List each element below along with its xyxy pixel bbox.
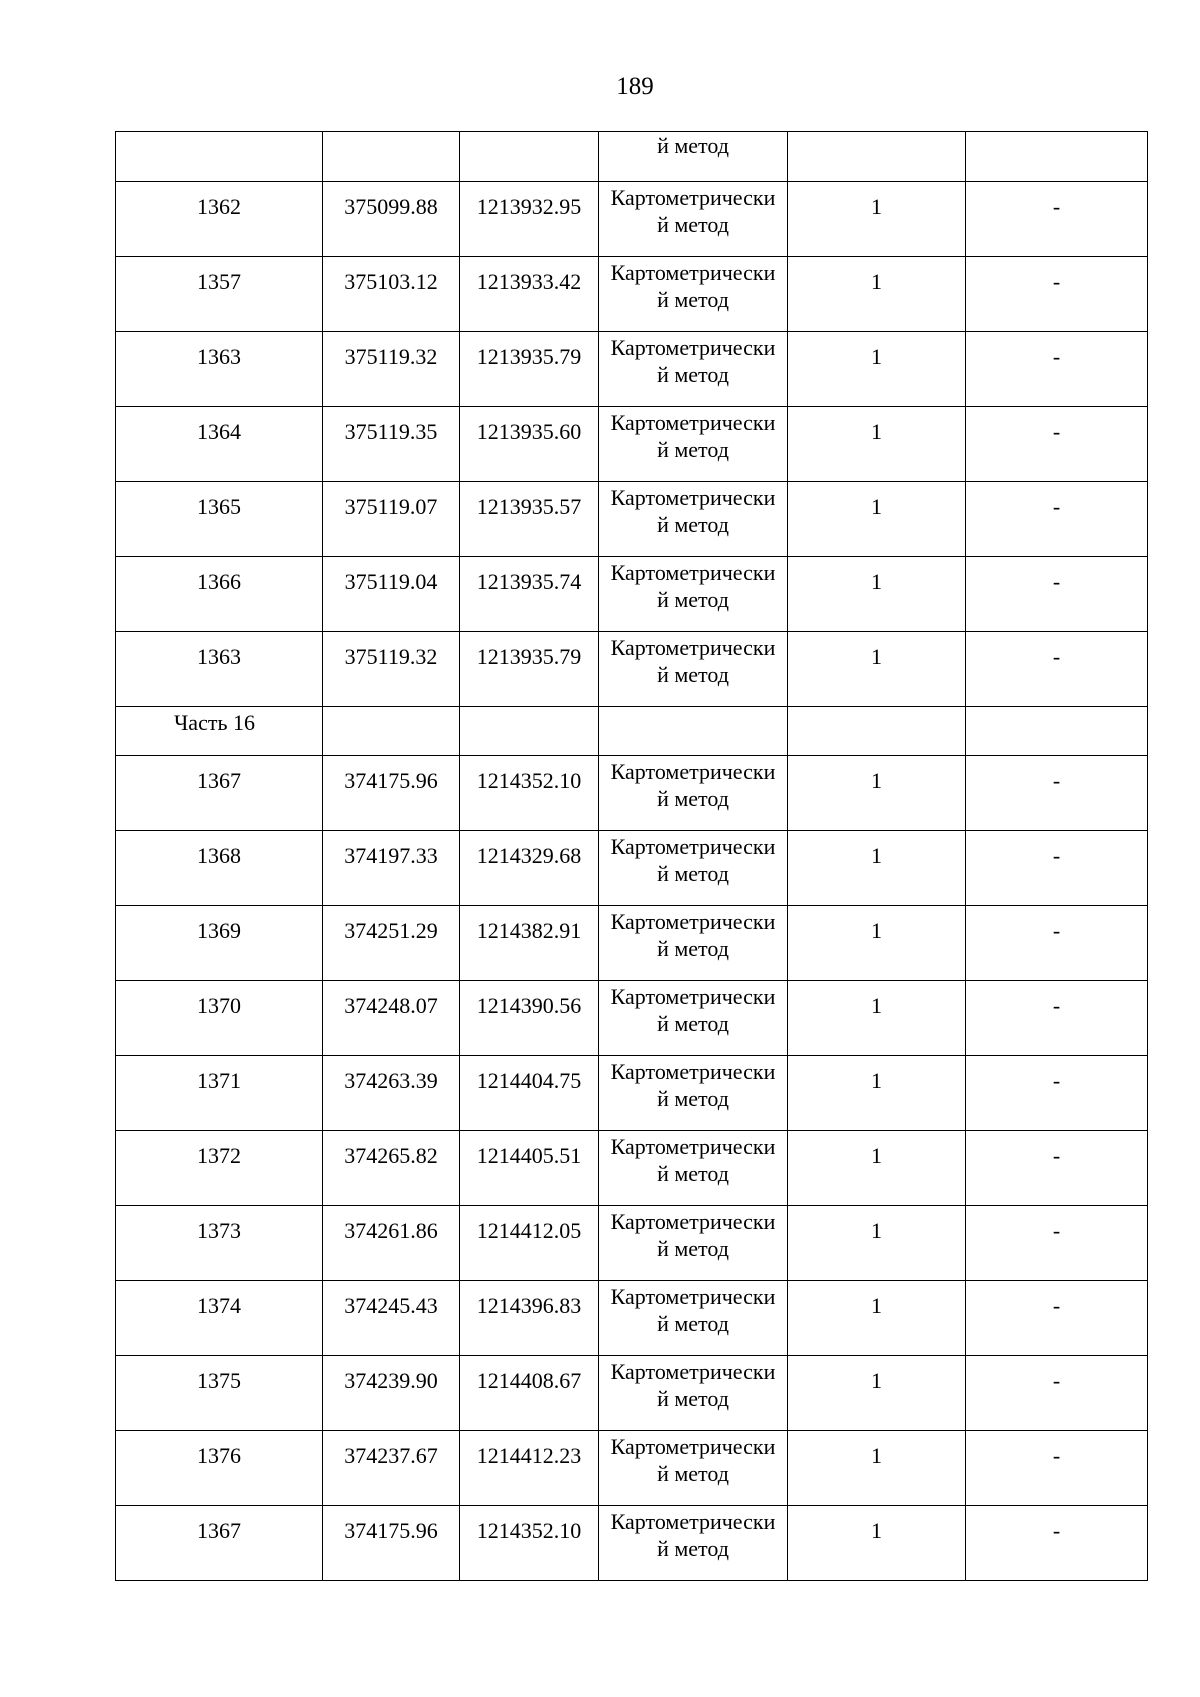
note-cell: -	[966, 1506, 1148, 1581]
point-id-cell	[116, 132, 323, 182]
method-cell	[599, 1431, 788, 1506]
method-text-line2: й метод	[657, 1536, 729, 1561]
method-text-line2: й метод	[657, 362, 729, 387]
y-coordinate-cell: 1213932.95	[460, 182, 599, 257]
method-cell	[599, 1506, 788, 1581]
method-text-line1: Картометрически	[610, 260, 776, 285]
x-coordinate-cell: 374261.86	[323, 1206, 460, 1281]
point-id-cell: 1370	[116, 981, 323, 1056]
method-cell	[599, 482, 788, 557]
point-id-cell: 1376	[116, 1431, 323, 1506]
table-row	[116, 1356, 1148, 1431]
method-cell	[599, 332, 788, 407]
note-cell: -	[966, 632, 1148, 707]
method-text-line1: Картометрически	[610, 635, 776, 660]
accuracy-cell	[788, 132, 966, 182]
x-coordinate-cell: 374239.90	[323, 1356, 460, 1431]
accuracy-cell: 1	[788, 1206, 966, 1281]
method-text-line1: Картометрически	[610, 834, 776, 859]
x-coordinate-cell: 375119.04	[323, 557, 460, 632]
method-text-line1: Картометрически	[610, 984, 776, 1009]
method-cell	[599, 1356, 788, 1431]
y-coordinate-cell: 1213933.42	[460, 257, 599, 332]
y-coordinate-cell: 1214412.05	[460, 1206, 599, 1281]
y-coordinate-cell: 1213935.79	[460, 332, 599, 407]
y-coordinate-cell: 1213935.79	[460, 632, 599, 707]
point-id-cell: 1368	[116, 831, 323, 906]
method-cell	[599, 632, 788, 707]
method-text-line1: Картометрически	[610, 560, 776, 585]
table-row	[116, 1131, 1148, 1206]
method-text-line2: й метод	[657, 1386, 729, 1411]
section-label: Часть 16	[116, 707, 323, 756]
x-coordinate-cell: 374263.39	[323, 1056, 460, 1131]
point-id-cell: 1373	[116, 1206, 323, 1281]
y-coordinate-cell: 1214352.10	[460, 756, 599, 831]
table-row	[116, 482, 1148, 557]
point-id-cell: 1363	[116, 332, 323, 407]
method-cell	[599, 906, 788, 981]
method-cell	[599, 981, 788, 1056]
method-text-line2: й метод	[657, 936, 729, 961]
x-coordinate-cell: 374248.07	[323, 981, 460, 1056]
table-row	[116, 831, 1148, 906]
method-cell	[599, 1056, 788, 1131]
note-cell: -	[966, 1206, 1148, 1281]
note-cell: -	[966, 906, 1148, 981]
note-cell: -	[966, 407, 1148, 482]
x-coordinate-cell: 374237.67	[323, 1431, 460, 1506]
method-text-line1: Картометрически	[610, 485, 776, 510]
method-tail-text: й метод	[657, 133, 729, 158]
point-id-cell: 1372	[116, 1131, 323, 1206]
method-cell	[599, 182, 788, 257]
table-row	[116, 1431, 1148, 1506]
note-cell: -	[966, 1131, 1148, 1206]
note-cell: -	[966, 557, 1148, 632]
accuracy-cell: 1	[788, 407, 966, 482]
accuracy-cell: 1	[788, 482, 966, 557]
note-cell: -	[966, 981, 1148, 1056]
note-cell: -	[966, 482, 1148, 557]
x-coordinate-cell: 374197.33	[323, 831, 460, 906]
point-id-cell: 1365	[116, 482, 323, 557]
y-coordinate-cell: 1214382.91	[460, 906, 599, 981]
table-row	[116, 257, 1148, 332]
y-coordinate-cell: 1214390.56	[460, 981, 599, 1056]
point-id-cell: 1374	[116, 1281, 323, 1356]
method-text-line1: Картометрически	[610, 1209, 776, 1234]
method-text-line2: й метод	[657, 1236, 729, 1261]
table-row	[116, 557, 1148, 632]
method-text-line2: й метод	[657, 212, 729, 237]
method-text-line2: й метод	[657, 287, 729, 312]
note-cell: -	[966, 182, 1148, 257]
accuracy-cell: 1	[788, 1056, 966, 1131]
coordinates-table	[115, 131, 1148, 1581]
method-text-line1: Картометрически	[610, 185, 776, 210]
accuracy-cell: 1	[788, 981, 966, 1056]
accuracy-cell: 1	[788, 1281, 966, 1356]
point-id-cell: 1369	[116, 906, 323, 981]
y-coordinate-cell: 1214404.75	[460, 1056, 599, 1131]
method-cell	[599, 756, 788, 831]
method-text-line2: й метод	[657, 662, 729, 687]
x-coordinate-cell: 374175.96	[323, 1506, 460, 1581]
x-coordinate-cell: 374251.29	[323, 906, 460, 981]
method-text-line2: й метод	[657, 786, 729, 811]
y-coordinate-cell: 1214352.10	[460, 1506, 599, 1581]
method-cell	[599, 257, 788, 332]
point-id-cell: 1366	[116, 557, 323, 632]
note-cell: -	[966, 257, 1148, 332]
accuracy-cell: 1	[788, 182, 966, 257]
empty-cell	[599, 707, 788, 756]
note-cell: -	[966, 1431, 1148, 1506]
x-coordinate-cell	[323, 132, 460, 182]
point-id-cell: 1357	[116, 257, 323, 332]
empty-cell	[788, 707, 966, 756]
point-id-cell: 1367	[116, 1506, 323, 1581]
y-coordinate-cell: 1214405.51	[460, 1131, 599, 1206]
table-row	[116, 1281, 1148, 1356]
table-row	[116, 1506, 1148, 1581]
continuation-row	[116, 132, 1148, 182]
method-text-line1: Картометрически	[610, 909, 776, 934]
x-coordinate-cell: 374245.43	[323, 1281, 460, 1356]
y-coordinate-cell: 1214396.83	[460, 1281, 599, 1356]
table-row	[116, 407, 1148, 482]
x-coordinate-cell: 375103.12	[323, 257, 460, 332]
x-coordinate-cell: 375099.88	[323, 182, 460, 257]
table-row	[116, 1056, 1148, 1131]
note-cell: -	[966, 831, 1148, 906]
note-cell: -	[966, 332, 1148, 407]
method-text-line2: й метод	[657, 437, 729, 462]
table-row	[116, 1206, 1148, 1281]
note-cell: -	[966, 1281, 1148, 1356]
page-number: 189	[616, 73, 654, 100]
empty-cell	[966, 707, 1148, 756]
method-text-line2: й метод	[657, 587, 729, 612]
accuracy-cell: 1	[788, 756, 966, 831]
accuracy-cell: 1	[788, 257, 966, 332]
note-cell	[966, 132, 1148, 182]
method-text-line2: й метод	[657, 1461, 729, 1486]
accuracy-cell: 1	[788, 1506, 966, 1581]
method-text-line1: Картометрически	[610, 335, 776, 360]
accuracy-cell: 1	[788, 1131, 966, 1206]
accuracy-cell: 1	[788, 831, 966, 906]
y-coordinate-cell: 1214412.23	[460, 1431, 599, 1506]
accuracy-cell: 1	[788, 557, 966, 632]
method-text-line2: й метод	[657, 1311, 729, 1336]
point-id-cell: 1371	[116, 1056, 323, 1131]
point-id-cell: 1362	[116, 182, 323, 257]
x-coordinate-cell: 375119.07	[323, 482, 460, 557]
point-id-cell: 1375	[116, 1356, 323, 1431]
note-cell: -	[966, 1056, 1148, 1131]
table-row	[116, 632, 1148, 707]
x-coordinate-cell: 375119.35	[323, 407, 460, 482]
point-id-cell: 1363	[116, 632, 323, 707]
method-text-line2: й метод	[657, 512, 729, 537]
empty-cell	[323, 707, 460, 756]
accuracy-cell: 1	[788, 1431, 966, 1506]
method-text-line1: Картометрически	[610, 1359, 776, 1384]
method-text-line1: Картометрически	[610, 1059, 776, 1084]
note-cell: -	[966, 756, 1148, 831]
table-row	[116, 332, 1148, 407]
method-cell	[599, 132, 788, 182]
method-cell	[599, 407, 788, 482]
point-id-cell: 1367	[116, 756, 323, 831]
accuracy-cell: 1	[788, 1356, 966, 1431]
section-header-row	[116, 707, 1148, 756]
point-id-cell: 1364	[116, 407, 323, 482]
accuracy-cell: 1	[788, 332, 966, 407]
method-text-line2: й метод	[657, 1161, 729, 1186]
table-row	[116, 756, 1148, 831]
y-coordinate-cell: 1214329.68	[460, 831, 599, 906]
accuracy-cell: 1	[788, 632, 966, 707]
method-cell	[599, 1131, 788, 1206]
table-row	[116, 981, 1148, 1056]
table-row	[116, 182, 1148, 257]
method-text-line1: Картометрически	[610, 1284, 776, 1309]
method-text-line1: Картометрически	[610, 1509, 776, 1534]
method-text-line1: Картометрически	[610, 1434, 776, 1459]
method-cell	[599, 831, 788, 906]
method-cell	[599, 1206, 788, 1281]
method-text-line1: Картометрически	[610, 1134, 776, 1159]
empty-cell	[460, 707, 599, 756]
accuracy-cell: 1	[788, 906, 966, 981]
method-text-line1: Картометрически	[610, 759, 776, 784]
y-coordinate-cell: 1214408.67	[460, 1356, 599, 1431]
method-cell	[599, 1281, 788, 1356]
x-coordinate-cell: 374265.82	[323, 1131, 460, 1206]
note-cell: -	[966, 1356, 1148, 1431]
x-coordinate-cell: 375119.32	[323, 332, 460, 407]
y-coordinate-cell	[460, 132, 599, 182]
y-coordinate-cell: 1213935.74	[460, 557, 599, 632]
table-row	[116, 906, 1148, 981]
method-text-line1: Картометрически	[610, 410, 776, 435]
y-coordinate-cell: 1213935.60	[460, 407, 599, 482]
method-cell	[599, 557, 788, 632]
method-text-line2: й метод	[657, 861, 729, 886]
x-coordinate-cell: 375119.32	[323, 632, 460, 707]
x-coordinate-cell: 374175.96	[323, 756, 460, 831]
method-text-line2: й метод	[657, 1086, 729, 1111]
method-text-line2: й метод	[657, 1011, 729, 1036]
y-coordinate-cell: 1213935.57	[460, 482, 599, 557]
coordinates-table-body	[116, 132, 1148, 1581]
